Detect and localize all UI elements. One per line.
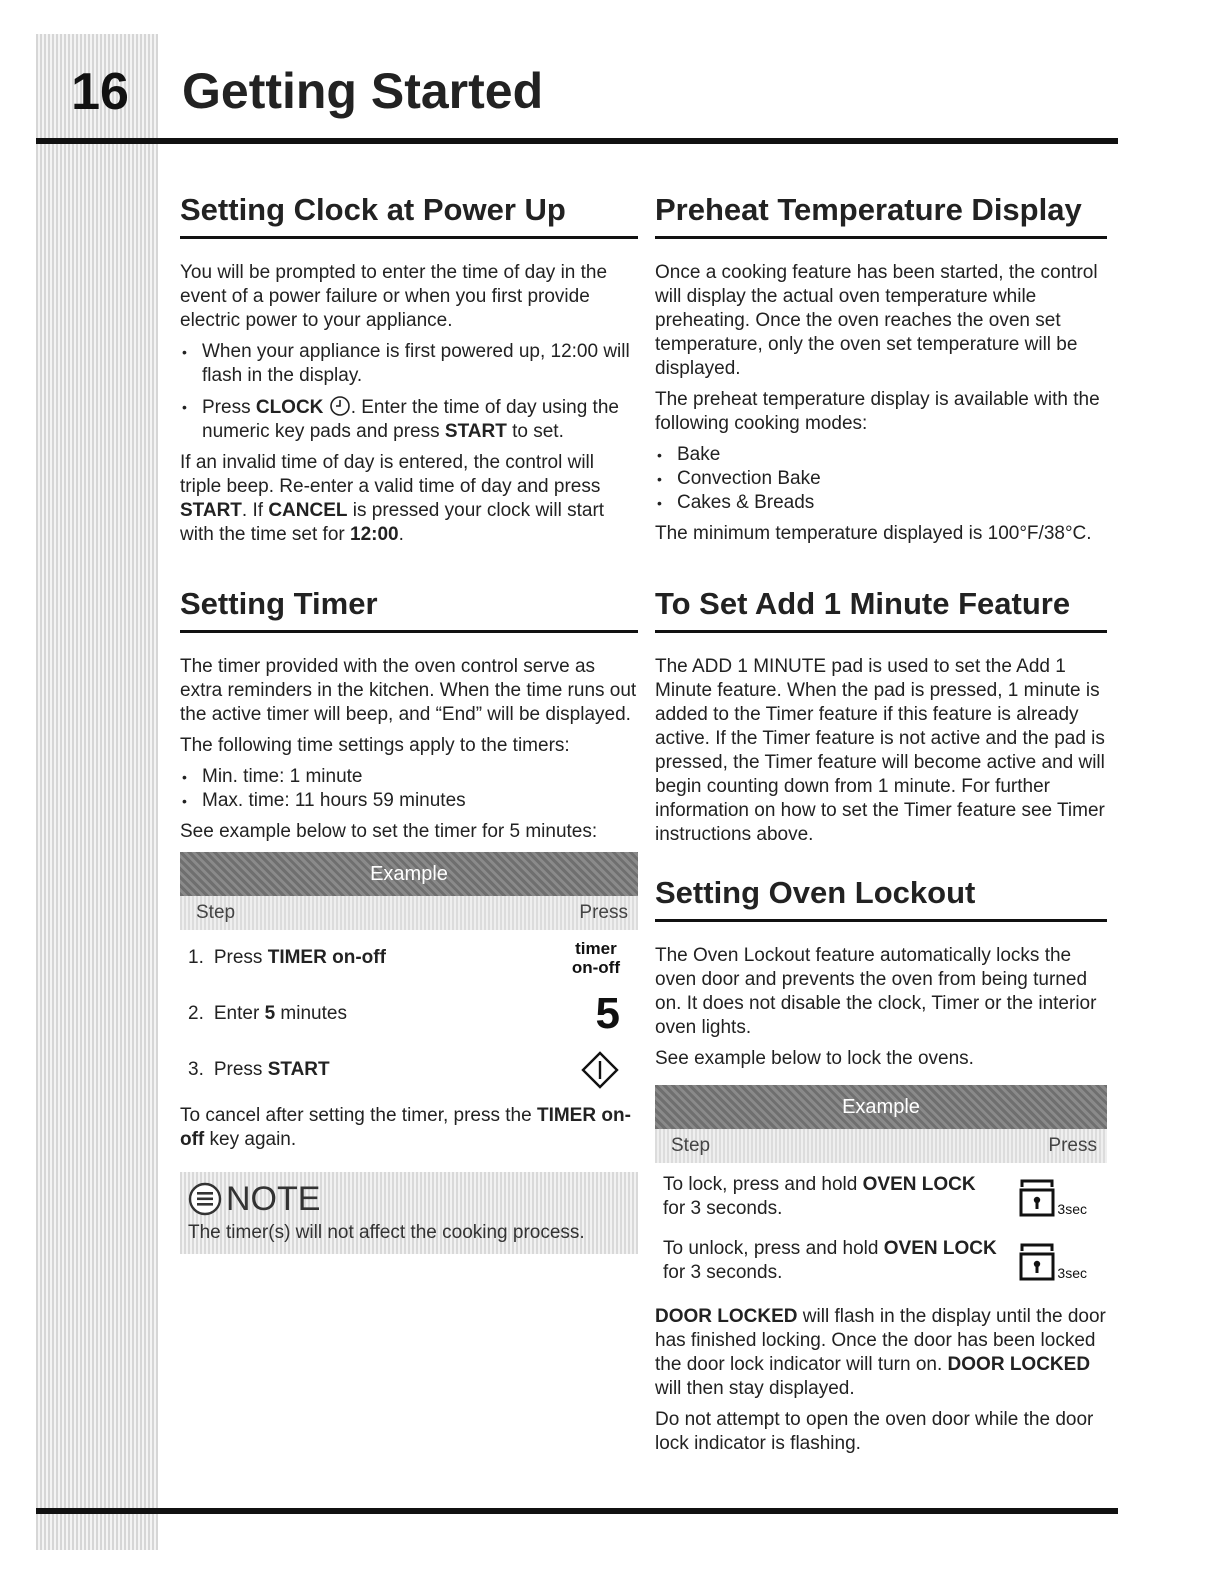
column-step: Step bbox=[196, 902, 236, 923]
list-item: • Cakes & Breads bbox=[655, 491, 1107, 515]
text: Press bbox=[213, 947, 268, 968]
text: To lock, press and hold bbox=[663, 1174, 863, 1195]
text: . Enter the time of day using the numeric key pads and press bbox=[202, 397, 619, 442]
text: Press bbox=[202, 397, 256, 418]
hold-duration-label: 3sec bbox=[1057, 1201, 1087, 1217]
step-text bbox=[188, 1058, 330, 1082]
table-row bbox=[180, 930, 638, 986]
text: to set. bbox=[506, 421, 564, 442]
step-text bbox=[663, 1173, 1003, 1221]
oven-lock-key bbox=[1018, 1177, 1087, 1217]
step-number: 2. bbox=[188, 1003, 204, 1024]
text: . If bbox=[241, 500, 269, 521]
paragraph: You will be prompted to enter the time of day in the event of a power failure or when you first provide electric power to your appliance. bbox=[180, 262, 608, 331]
paragraph bbox=[180, 1104, 638, 1152]
bold-text: OVEN LOCK bbox=[883, 1238, 997, 1259]
note-box bbox=[180, 1172, 638, 1254]
list-item: • Bake bbox=[655, 443, 1107, 467]
text: To unlock, press and hold bbox=[663, 1238, 884, 1259]
step-text bbox=[663, 1237, 1003, 1285]
table-row bbox=[655, 1227, 1107, 1291]
text: Press bbox=[213, 1059, 268, 1080]
list-item: • Convection Bake bbox=[655, 467, 1107, 491]
section-preheat bbox=[655, 192, 1107, 553]
bold-text: DOOR LOCKED bbox=[947, 1354, 1091, 1375]
bold-text: TIMER on-off bbox=[267, 947, 386, 968]
side-bar bbox=[36, 34, 158, 1550]
key-label: on-off bbox=[571, 958, 620, 977]
bold-text: CLOCK bbox=[255, 397, 324, 418]
list-item: • Min. time: 1 minute bbox=[180, 765, 638, 789]
paragraph: Once a cooking feature has been started, the control will display the actual oven temperature while preheating. Once the oven reaches the oven set temperature, only the oven set temperature will be displayed. bbox=[655, 262, 1098, 379]
bold-text: DOOR LOCKED bbox=[655, 1306, 798, 1327]
section-timer bbox=[180, 586, 638, 1254]
text: will then stay displayed. bbox=[655, 1378, 855, 1399]
section-title: Preheat Temperature Display bbox=[655, 192, 1107, 239]
paragraph: See example below to lock the ovens. bbox=[655, 1048, 974, 1069]
list-item bbox=[180, 395, 638, 444]
text: . bbox=[398, 524, 404, 545]
paragraph: The Oven Lockout feature automatically locks the oven door and prevents the oven from being turned on. It does not disable the clock, Timer or the interior oven lights. bbox=[655, 945, 1097, 1038]
column-step: Step bbox=[671, 1135, 711, 1156]
text: for 3 seconds. bbox=[663, 1198, 783, 1219]
number-five-key-icon: 5 bbox=[595, 989, 620, 1038]
timer-key-icon bbox=[572, 939, 620, 977]
bullet-list bbox=[655, 443, 1107, 515]
paragraph: Do not attempt to open the oven door while the door lock indicator is flashing. bbox=[655, 1409, 1094, 1454]
step-text bbox=[188, 1002, 347, 1026]
start-key-icon bbox=[580, 1050, 620, 1090]
paragraph: The timer provided with the oven control serve as extra reminders in the kitchen. When the time runs out the active timer will beep, and “End” will be displayed. bbox=[180, 656, 637, 725]
text: is pressed your clock will start with the time set for bbox=[180, 500, 605, 545]
text: minutes bbox=[275, 1003, 347, 1024]
paragraph: The minimum temperature displayed is 100°F/38°C. bbox=[655, 523, 1092, 544]
step-number: 1. bbox=[188, 947, 204, 968]
step-number: 3. bbox=[188, 1059, 204, 1080]
column-press: Press bbox=[1048, 1135, 1097, 1156]
section-add-minute bbox=[655, 586, 1107, 854]
paragraph: The preheat temperature display is available with the following cooking modes: bbox=[655, 389, 1100, 434]
example-column-headers bbox=[180, 896, 638, 930]
table-row bbox=[180, 1042, 638, 1098]
paragraph: See example below to set the timer for 5 minutes: bbox=[180, 821, 598, 842]
bold-text: 12:00 bbox=[350, 524, 399, 545]
example-column-headers bbox=[655, 1129, 1107, 1163]
oven-lock-icon bbox=[1018, 1177, 1056, 1217]
paragraph bbox=[180, 451, 638, 547]
section-title: To Set Add 1 Minute Feature bbox=[655, 586, 1107, 633]
list-item: • When your appliance is first powered up, 12:00 will flash in the display. bbox=[180, 340, 638, 388]
step-text bbox=[188, 946, 386, 970]
column-press: Press bbox=[579, 902, 628, 923]
note-label: NOTE bbox=[226, 1179, 321, 1218]
text: Enter bbox=[213, 1003, 265, 1024]
page-title: Getting Started bbox=[182, 63, 544, 119]
table-row bbox=[655, 1163, 1107, 1227]
section-title: Setting Timer bbox=[180, 586, 638, 633]
page-number: 16 bbox=[71, 63, 129, 121]
text: key again. bbox=[204, 1129, 297, 1150]
note-title bbox=[188, 1178, 628, 1220]
paragraph: The ADD 1 MINUTE pad is used to set the Add 1 Minute feature. When the pad is pressed, 1 minute is added to the Timer feature if this feature is already active. If the Timer feature is not active and the pad is pressed, the Timer feature will become active and will begin counting down from 1 minute. For further information on how to set the Timer feature see Timer instructions above. bbox=[655, 656, 1105, 845]
section-clock bbox=[180, 192, 638, 554]
bold-text: START bbox=[180, 500, 242, 521]
bold-text: START bbox=[267, 1059, 330, 1080]
bold-text: TIMER on-off bbox=[180, 1105, 631, 1150]
oven-lock-key bbox=[1018, 1241, 1087, 1281]
note-icon bbox=[188, 1182, 222, 1216]
example-header: Example bbox=[180, 852, 638, 896]
bullet-list bbox=[180, 340, 638, 444]
bottom-rule bbox=[36, 1508, 1118, 1514]
paragraph: The following time settings apply to the timers: bbox=[180, 735, 570, 756]
bullet-list bbox=[180, 765, 638, 813]
bold-text: START bbox=[444, 421, 507, 442]
hold-duration-label: 3sec bbox=[1057, 1265, 1087, 1281]
key-label: timer bbox=[575, 939, 617, 958]
timer-example-table bbox=[180, 852, 638, 1098]
text: will flash in the display until the door has finished locking. Once the door has been locked the door lock indicator will turn on. bbox=[655, 1306, 1106, 1375]
bold-text: 5 bbox=[264, 1003, 276, 1024]
example-header: Example bbox=[655, 1085, 1107, 1129]
bold-text: CANCEL bbox=[268, 500, 348, 521]
lockout-example-table bbox=[655, 1085, 1107, 1291]
clock-icon bbox=[329, 395, 351, 417]
top-rule bbox=[36, 138, 1118, 144]
text: If an invalid time of day is entered, the control will triple beep. Re-enter a valid time of day and press bbox=[180, 452, 601, 497]
note-text: The timer(s) will not affect the cooking process. bbox=[188, 1222, 585, 1243]
oven-lock-icon bbox=[1018, 1241, 1056, 1281]
table-row bbox=[180, 986, 638, 1042]
text: To cancel after setting the timer, press the bbox=[180, 1105, 537, 1126]
paragraph bbox=[655, 1305, 1107, 1401]
text: for 3 seconds. bbox=[663, 1262, 783, 1283]
bold-text: OVEN LOCK bbox=[862, 1174, 976, 1195]
section-lockout bbox=[655, 875, 1107, 1463]
list-item: • Max. time: 11 hours 59 minutes bbox=[180, 789, 638, 813]
section-title: Setting Clock at Power Up bbox=[180, 192, 638, 239]
section-title: Setting Oven Lockout bbox=[655, 875, 1107, 922]
